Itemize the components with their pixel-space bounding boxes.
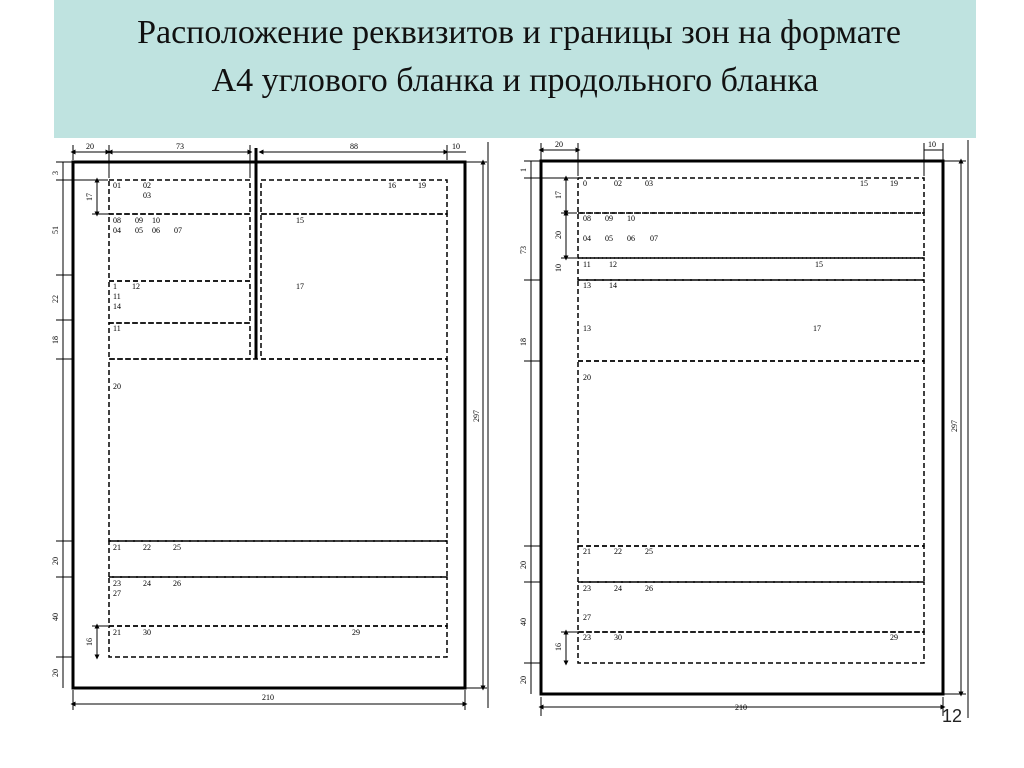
left-z9-label-3: 25 [173, 543, 181, 552]
left-z10-label-2: 24 [143, 579, 151, 588]
right-zone-4 [578, 280, 924, 361]
right-dim-top-2: 10 [928, 140, 936, 149]
left-z11-label-1: 21 [113, 628, 121, 637]
left-dim-top-3: 88 [350, 142, 358, 151]
left-z3-label-5: 05 [135, 226, 143, 235]
right-dim-left-6: 18 [519, 338, 528, 346]
right-z1-label-3: 03 [645, 179, 653, 188]
left-dim-left-9: 20 [51, 669, 60, 677]
left-z9-label-1: 21 [113, 543, 121, 552]
left-dim-left-5: 18 [51, 336, 60, 344]
left-z3-label-4: 04 [113, 226, 121, 235]
left-zone-3 [109, 214, 250, 281]
left-z3-label-2: 09 [135, 216, 143, 225]
left-zone-5 [109, 323, 250, 359]
right-z8-label-1: 23 [583, 584, 591, 593]
right-z3-label-1: 11 [583, 260, 591, 269]
right-z1-label-5: 19 [890, 179, 898, 188]
left-z3-label-1: 08 [113, 216, 121, 225]
left-zone-1 [109, 180, 250, 214]
left-z2-label-1: 16 [388, 181, 396, 190]
left-z5-label-1: 1 [113, 282, 117, 291]
right-zone-8 [578, 632, 924, 663]
left-z9-label-2: 22 [143, 543, 151, 552]
left-z10-label-3: 26 [173, 579, 181, 588]
left-z6-label-1: 17 [296, 282, 304, 291]
left-zone-9 [109, 577, 447, 626]
right-z2-label-5: 05 [605, 234, 613, 243]
left-dim-left-4: 22 [51, 295, 60, 303]
left-z3-label-7: 07 [174, 226, 182, 235]
right-z4-label-2: 14 [609, 281, 617, 290]
right-z3-label-3: 15 [815, 260, 823, 269]
right-z2-label-6: 06 [627, 234, 635, 243]
diagram-text [51, 140, 959, 712]
right-z7-label-2: 22 [614, 547, 622, 556]
right-z4-label-1: 13 [583, 281, 591, 290]
left-zone-7 [109, 359, 447, 541]
right-z5-label-2: 17 [813, 324, 821, 333]
right-dim-left-1: 1 [519, 168, 528, 172]
right-dim-left-5: 10 [554, 264, 563, 272]
right-z5-label-1: 13 [583, 324, 591, 333]
left-z2-label-2: 19 [418, 181, 426, 190]
title-line-1: Расположение реквизитов и границы зон на формате [137, 14, 901, 51]
left-z3-label-3: 10 [152, 216, 160, 225]
left-zone-6 [261, 214, 447, 359]
left-zone-8 [109, 541, 447, 577]
left-z5-label-2: 12 [132, 282, 140, 291]
left-outer-frame [73, 162, 465, 688]
right-dim-left-2: 17 [554, 191, 563, 199]
right-zone-borders [578, 178, 924, 663]
right-dim-left-8: 40 [519, 618, 528, 626]
right-z1-label-1: 0 [583, 179, 587, 188]
left-z8-label-1: 20 [113, 382, 121, 391]
left-z5-label-3: 11 [113, 292, 121, 301]
left-z5-label-4: 14 [113, 302, 121, 311]
right-z1-label-4: 15 [860, 179, 868, 188]
right-dim-width: 210 [735, 703, 747, 712]
right-dim-left-4: 73 [519, 246, 528, 254]
right-dim-height: 297 [950, 420, 959, 432]
right-z8-label-4: 27 [583, 613, 591, 622]
right-dim-left-7: 20 [519, 561, 528, 569]
right-dim-top-1: 20 [555, 140, 563, 149]
left-z7-label-1: 11 [113, 324, 121, 333]
right-z7-label-3: 25 [645, 547, 653, 556]
right-dim-left-10: 20 [519, 676, 528, 684]
right-z2-label-2: 09 [605, 214, 613, 223]
left-zone-10 [109, 626, 447, 657]
right-z1-label-2: 02 [614, 179, 622, 188]
right-outer-frame [541, 161, 943, 694]
left-z1-label-2: 02 [143, 181, 151, 190]
title-line-2: А4 углового бланка и продольного бланка [211, 62, 819, 99]
right-zone-1 [578, 178, 924, 213]
left-dim-width: 210 [262, 693, 274, 702]
left-z10-label-4: 27 [113, 589, 121, 598]
right-z8-label-2: 24 [614, 584, 622, 593]
left-dim-left-2: 17 [85, 193, 94, 201]
right-z9-label-3: 29 [890, 633, 898, 642]
left-z11-label-3: 29 [352, 628, 360, 637]
right-dim-left-9: 16 [554, 643, 563, 651]
right-dim-left-3: 20 [554, 231, 563, 239]
left-z10-label-1: 23 [113, 579, 121, 588]
right-z2-label-7: 07 [650, 234, 658, 243]
right-z9-label-2: 30 [614, 633, 622, 642]
right-z2-label-4: 04 [583, 234, 591, 243]
left-dim-top-1: 20 [86, 142, 94, 151]
slide-page-number: 12 [941, 706, 962, 726]
right-z7-label-1: 21 [583, 547, 591, 556]
right-zone-6 [578, 546, 924, 582]
left-dim-left-8: 16 [85, 638, 94, 646]
right-z2-label-3: 10 [627, 214, 635, 223]
right-z3-label-2: 12 [609, 260, 617, 269]
left-z3-label-6: 06 [152, 226, 160, 235]
left-z1-label-3: 03 [143, 191, 151, 200]
left-dim-height: 297 [472, 410, 481, 422]
right-z6-label-1: 20 [583, 373, 591, 382]
left-z4-label-1: 15 [296, 216, 304, 225]
left-zone-4 [109, 281, 250, 323]
left-dim-left-7: 40 [51, 613, 60, 621]
right-zone-5 [578, 361, 924, 546]
left-dim-left-1: 3 [51, 171, 60, 175]
left-dim-left-6: 20 [51, 557, 60, 565]
right-z2-label-1: 08 [583, 214, 591, 223]
left-z11-label-2: 30 [143, 628, 151, 637]
right-blank-diagram [524, 140, 968, 718]
left-dim-top-2: 73 [176, 142, 184, 151]
left-dim-top-4: 10 [452, 142, 460, 151]
left-zone-borders [109, 180, 447, 657]
right-zone-7 [578, 582, 924, 632]
right-zone-3 [578, 258, 924, 280]
left-z1-label-1: 01 [113, 181, 121, 190]
left-dim-left-3: 51 [51, 226, 60, 234]
right-z8-label-3: 26 [645, 584, 653, 593]
right-z9-label-1: 23 [583, 633, 591, 642]
